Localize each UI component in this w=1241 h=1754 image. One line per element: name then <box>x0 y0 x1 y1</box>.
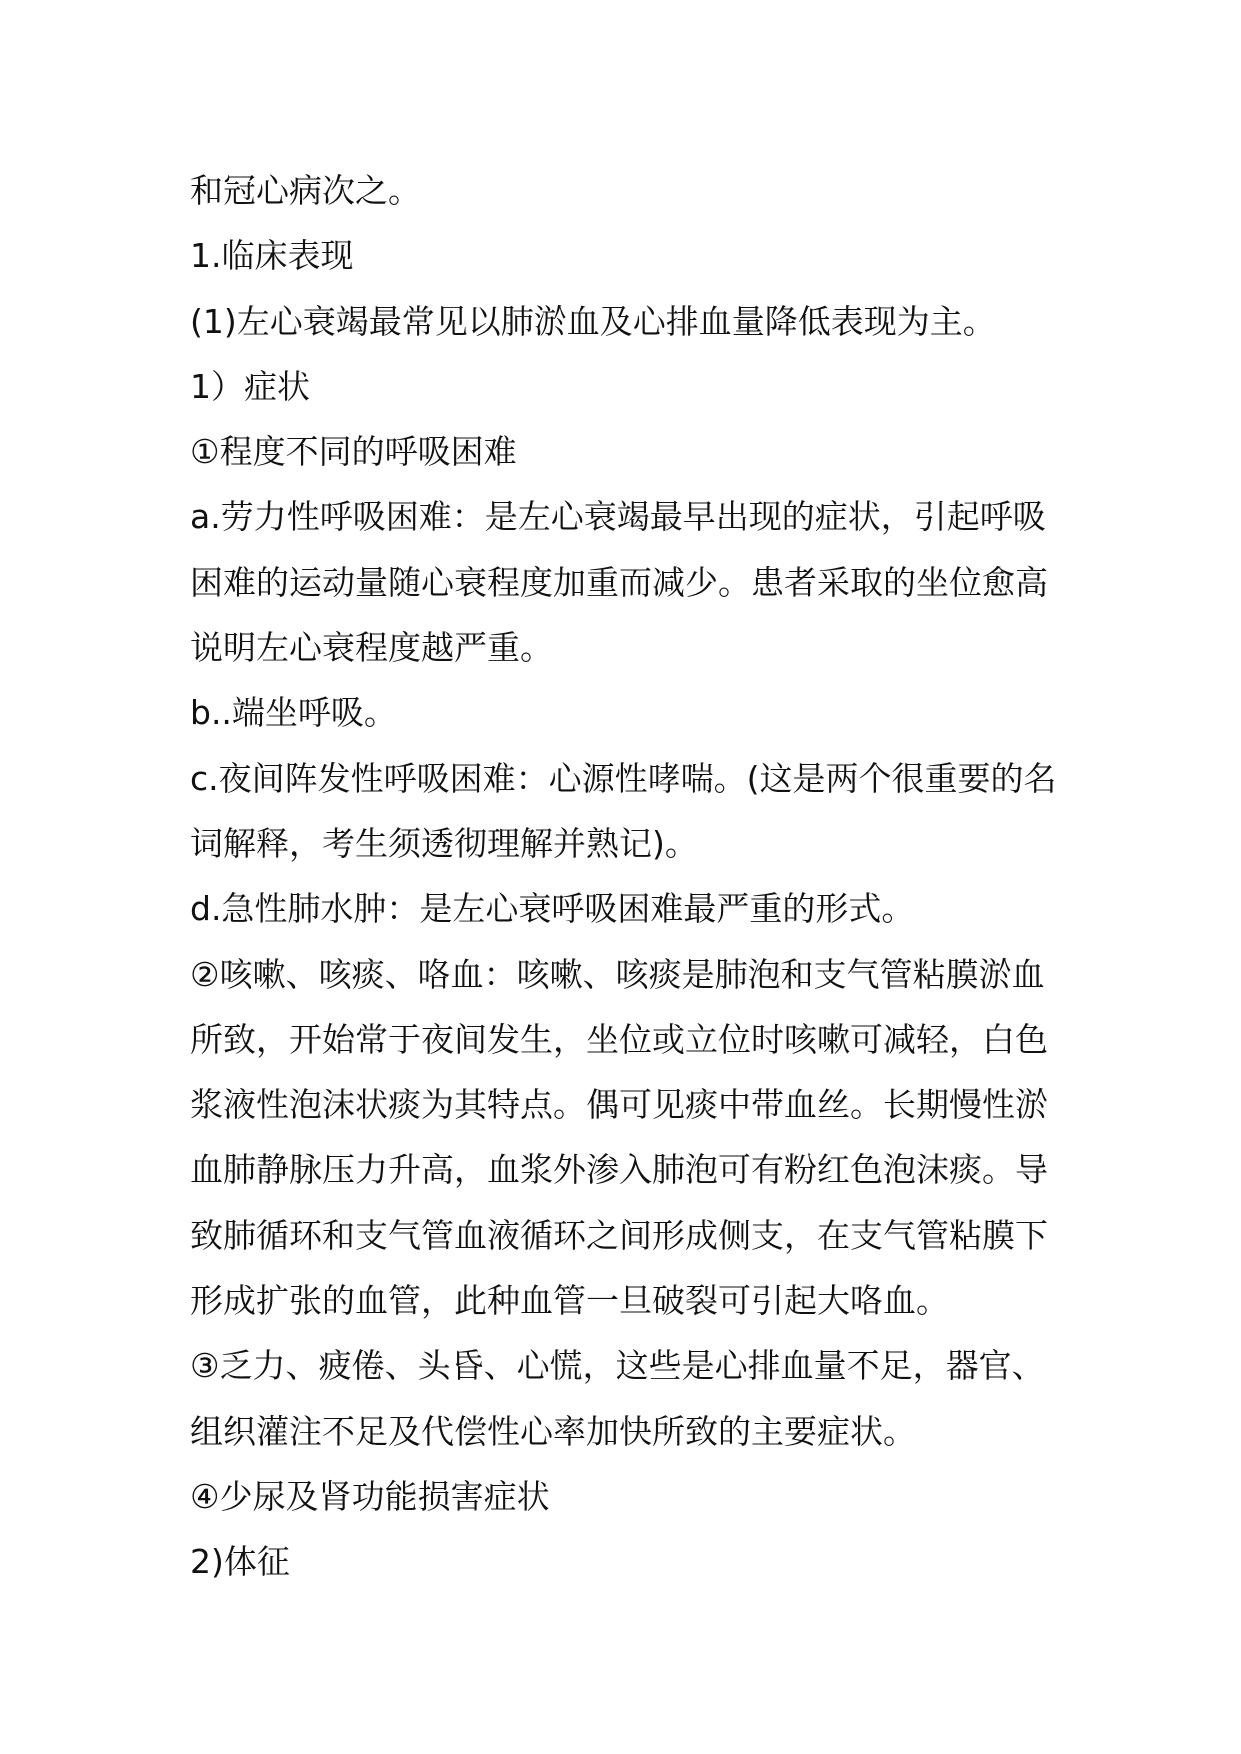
list-item-heading: ①程度不同的呼吸困难 <box>190 432 517 472</box>
text-line: b..端坐呼吸。 <box>190 693 397 733</box>
text-line: 困难的运动量随心衰程度加重而减少。患者采取的坐位愈高 <box>190 562 1048 602</box>
document-body <box>190 158 1070 1595</box>
text-line: a.劳力性呼吸困难：是左心衰竭最早出现的症状，引起呼吸 <box>190 497 1046 537</box>
text-line: 浆液性泡沫状痰为其特点。偶可见痰中带血丝。长期慢性淤 <box>190 1085 1048 1125</box>
section-heading: 1.临床表现 <box>190 236 354 276</box>
text-line: c.夜间阵发性呼吸困难：心源性哮喘。(这是两个很重要的名 <box>190 758 1057 798</box>
text-line: ②咳嗽、咳痰、咯血：咳嗽、咳痰是肺泡和支气管粘膜淤血 <box>190 954 1045 994</box>
text-line: ③乏力、疲倦、头昏、心慌，这些是心排血量不足，器官、 <box>190 1346 1045 1386</box>
subsection-heading: 2)体征 <box>190 1542 290 1582</box>
text-line: d.急性肺水肿：是左心衰呼吸困难最严重的形式。 <box>190 889 915 929</box>
text-line: 血肺静脉压力升高，血浆外渗入肺泡可有粉红色泡沫痰。导 <box>190 1150 1048 1190</box>
text-line: 词解释，考生须透彻理解并熟记)。 <box>190 823 698 863</box>
text-line: 组织灌注不足及代偿性心率加快所致的主要症状。 <box>190 1411 916 1451</box>
text-line: 说明左心衰程度越严重。 <box>190 628 553 668</box>
text-line: 致肺循环和支气管血液循环之间形成侧支，在支气管粘膜下 <box>190 1215 1048 1255</box>
text-line: (1)左心衰竭最常见以肺淤血及心排血量降低表现为主。 <box>190 301 996 341</box>
list-item-heading: ④少尿及肾功能损害症状 <box>190 1476 550 1516</box>
text-line: 所致，开始常于夜间发生，坐位或立位时咳嗽可减轻，白色 <box>190 1019 1048 1059</box>
text-line: 和冠心病次之。 <box>190 171 421 210</box>
text-line: 形成扩张的血管，此种血管一旦破裂可引起大咯血。 <box>190 1281 949 1321</box>
subsection-heading: 1）症状 <box>190 366 310 406</box>
